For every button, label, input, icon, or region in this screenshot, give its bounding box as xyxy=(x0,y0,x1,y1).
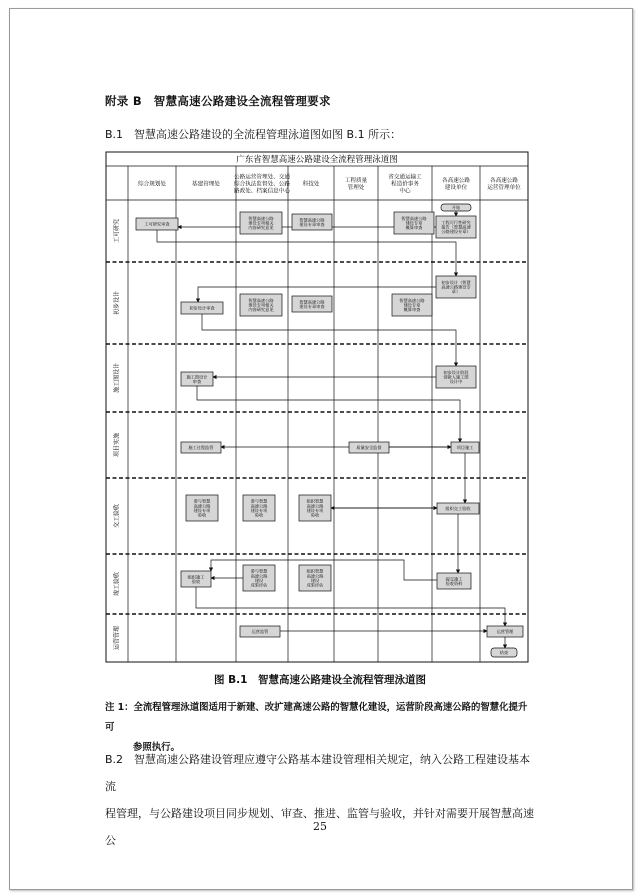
flow-box-text: 提交竣工 xyxy=(445,576,463,582)
flow-box xyxy=(181,372,213,386)
flow-box-text: 智慧高速公路 xyxy=(248,298,274,303)
phase-label: 交工验收 xyxy=(113,503,121,529)
flow-box-text: 工程可行性研究 xyxy=(441,220,471,225)
flow-box-text: 建设专章 xyxy=(403,302,421,308)
paragraph-b2 xyxy=(105,746,537,854)
flow-box xyxy=(441,204,471,211)
column-header: 综合规划处 xyxy=(138,181,166,188)
flow-box-text: 报告（智慧高速 xyxy=(441,224,471,230)
flow-box-text: 建设专章 xyxy=(405,220,423,226)
flow-box xyxy=(436,366,476,388)
flow-box-text: 成果评估 xyxy=(250,582,268,588)
flow-box-text: 运营管理 xyxy=(496,629,514,635)
flow-box xyxy=(491,648,517,657)
flow-box-text: 初步设计阶段 xyxy=(443,370,469,375)
flow-box-text: 建设专项相关 xyxy=(248,220,274,226)
flow-box-text: 智慧高速公路 xyxy=(299,299,325,305)
flow-box xyxy=(240,212,282,234)
flow-box-text: 高速公路建设专 xyxy=(441,284,471,290)
flow-box xyxy=(240,626,280,637)
flow-box-text: 建设专章审查 xyxy=(299,303,325,309)
flow-box-text: 验收 xyxy=(310,512,320,518)
flow-box xyxy=(292,214,332,230)
flow-box-text: 验收资料 xyxy=(445,580,463,586)
flow-box-text: 施工图设计 xyxy=(186,374,208,380)
flow-box-text: 智慧高速公路 xyxy=(399,298,425,303)
column-header: 基建管理处 xyxy=(192,181,220,188)
flow-box-text: 参与智慧 xyxy=(250,568,268,574)
flow-box-text: 章） xyxy=(451,289,461,295)
flow-box-text: 运营监管 xyxy=(251,629,269,635)
column-header: 省交通运输工 xyxy=(388,174,422,181)
flow-box xyxy=(349,442,389,453)
flow-box-text: 组织交工验收 xyxy=(445,506,471,512)
diagram-title: 广东省智慧高速公路建设全流程管理泳道图 xyxy=(236,155,398,165)
column-header: 路政处、档案信息中心 xyxy=(234,188,290,195)
flow-box-text: 组织智慧 xyxy=(306,498,324,504)
flow-box-text: 建设专章审查 xyxy=(299,221,325,227)
flow-box xyxy=(181,571,211,587)
column-header: 程造价事务 xyxy=(391,181,419,188)
flow-box-text: 公路建设专章） xyxy=(441,229,471,235)
flow-box-text: 验收 xyxy=(254,512,264,518)
flow-box xyxy=(451,442,479,453)
flow-box-text: 内容研究意见 xyxy=(248,307,274,313)
flow-box-text: 内容研究意见 xyxy=(248,225,274,231)
flow-box xyxy=(437,573,471,589)
flow-box-text: 参与智慧 xyxy=(193,498,211,504)
flow-box-text: 项目施工 xyxy=(456,445,474,451)
flow-box-text: 初步设计（智慧 xyxy=(441,280,471,285)
flow-box-text: 建设专项相关 xyxy=(248,302,274,308)
figure-caption: 图 B.1 智慧高速公路建设全流程管理泳道图 xyxy=(214,674,426,686)
column-header: 工程质量 xyxy=(344,178,368,184)
flow-box-text: 高速公路 xyxy=(250,503,268,509)
flow-box xyxy=(437,503,479,514)
flow-box xyxy=(299,495,331,521)
flow-box-text: 结束 xyxy=(499,650,509,656)
flow-box-text: 高速公路 xyxy=(306,503,324,509)
flow-box-text: 工可研究审查 xyxy=(144,221,170,227)
flow-box-text: 审查 xyxy=(192,378,202,384)
flow-box xyxy=(394,212,434,234)
phase-label: 工可研究 xyxy=(113,218,121,244)
flow-box-text: 概算审查 xyxy=(405,225,423,231)
note-1-line-2: 参照执行。 xyxy=(133,742,180,753)
flow-box xyxy=(136,218,178,230)
column-header: 运营管理单位 xyxy=(487,185,521,191)
flow-box-text: 创新入施工图 xyxy=(443,374,469,380)
appendix-heading: 附录 B 智慧高速公路建设全流程管理要求 xyxy=(105,94,331,108)
column-header: 科技处 xyxy=(302,181,320,188)
column-header: 综合执法监督处、公路 xyxy=(234,181,290,188)
flow-box-text: 概算审查 xyxy=(403,307,421,313)
column-header: 各高速公路 xyxy=(442,178,470,184)
flow-box-text: 建设 xyxy=(254,577,264,583)
page-number: 25 xyxy=(313,820,327,833)
intro-text: B.1 智慧高速公路建设的全流程管理泳道图如图 B.1 所示： xyxy=(105,128,402,141)
flow-box-text: 建设专项 xyxy=(250,507,268,513)
flow-box xyxy=(392,294,432,316)
flow-box-text: 智慧高速公路 xyxy=(401,216,427,221)
phase-label: 施工图设计 xyxy=(113,362,121,394)
flow-box xyxy=(186,495,218,521)
flow-box xyxy=(181,442,221,453)
paragraph-b2-line-1: B.2 智慧高速公路建设管理应遵守公路基本建设管理相关规定，纳入公路工程建设基本流 xyxy=(105,753,531,793)
phase-label: 初步设计 xyxy=(113,290,121,316)
flow-box-text: 建设 xyxy=(310,577,320,583)
flow-box xyxy=(240,294,282,316)
flow-box-text: 施工过程监管 xyxy=(188,445,214,451)
flow-box xyxy=(436,216,476,238)
flow-box xyxy=(436,276,476,298)
flow-box-text: 高速公路 xyxy=(193,503,211,509)
phase-label: 运营管理 xyxy=(113,625,121,651)
flow-box-text: 建设专项 xyxy=(193,507,211,513)
flow-box-text: 参与智慧 xyxy=(250,498,268,504)
paragraph-b2-line-2: 程管理，与公路建设项目同步规划、审查、推进、监管与验收，并针对需要开展智慧高速公 xyxy=(105,807,534,847)
flow-box xyxy=(243,565,275,591)
flow-box-text: 建设专项 xyxy=(306,507,324,513)
column-header: 公路运营管理处、交通 xyxy=(234,174,290,181)
flow-box xyxy=(487,626,523,637)
column-header: 中心 xyxy=(399,188,411,195)
flow-box xyxy=(181,302,223,314)
flow-box-text: 设计中 xyxy=(449,379,463,385)
column-header: 管理处 xyxy=(347,185,365,191)
phase-label: 竣工验收 xyxy=(113,571,121,597)
flow-box xyxy=(243,495,275,521)
flow-box-text: 高速公路 xyxy=(250,573,268,579)
note-1-line-1: 注 1：全流程管理泳道图适用于新建、改扩建高速公路的智慧化建设，运营阶段高速公路的智慧化提升可 xyxy=(105,702,528,733)
flow-box xyxy=(292,296,332,312)
column-header: 各高速公路 xyxy=(490,178,518,184)
flow-box-text: 成果评估 xyxy=(306,582,324,588)
flow-box-text: 组织智慧 xyxy=(306,568,324,574)
flow-box-text: 验收 xyxy=(191,578,201,584)
flow-box-text: 智慧高速公路 xyxy=(299,217,325,223)
phase-label: 项目实施 xyxy=(113,432,121,458)
flow-box-text: 质量安全监督 xyxy=(356,445,382,451)
flow-box-text: 组织竣工 xyxy=(187,574,205,580)
flow-box xyxy=(299,565,331,591)
flow-box-text: 初步设计审查 xyxy=(189,305,215,311)
flow-box-text: 高速公路 xyxy=(306,573,324,579)
flow-box-text: 智慧高速公路 xyxy=(248,216,274,221)
column-header: 建设单位 xyxy=(444,185,468,191)
flow-box-text: 开始 xyxy=(451,205,461,211)
flow-box-text: 验收 xyxy=(197,512,207,518)
